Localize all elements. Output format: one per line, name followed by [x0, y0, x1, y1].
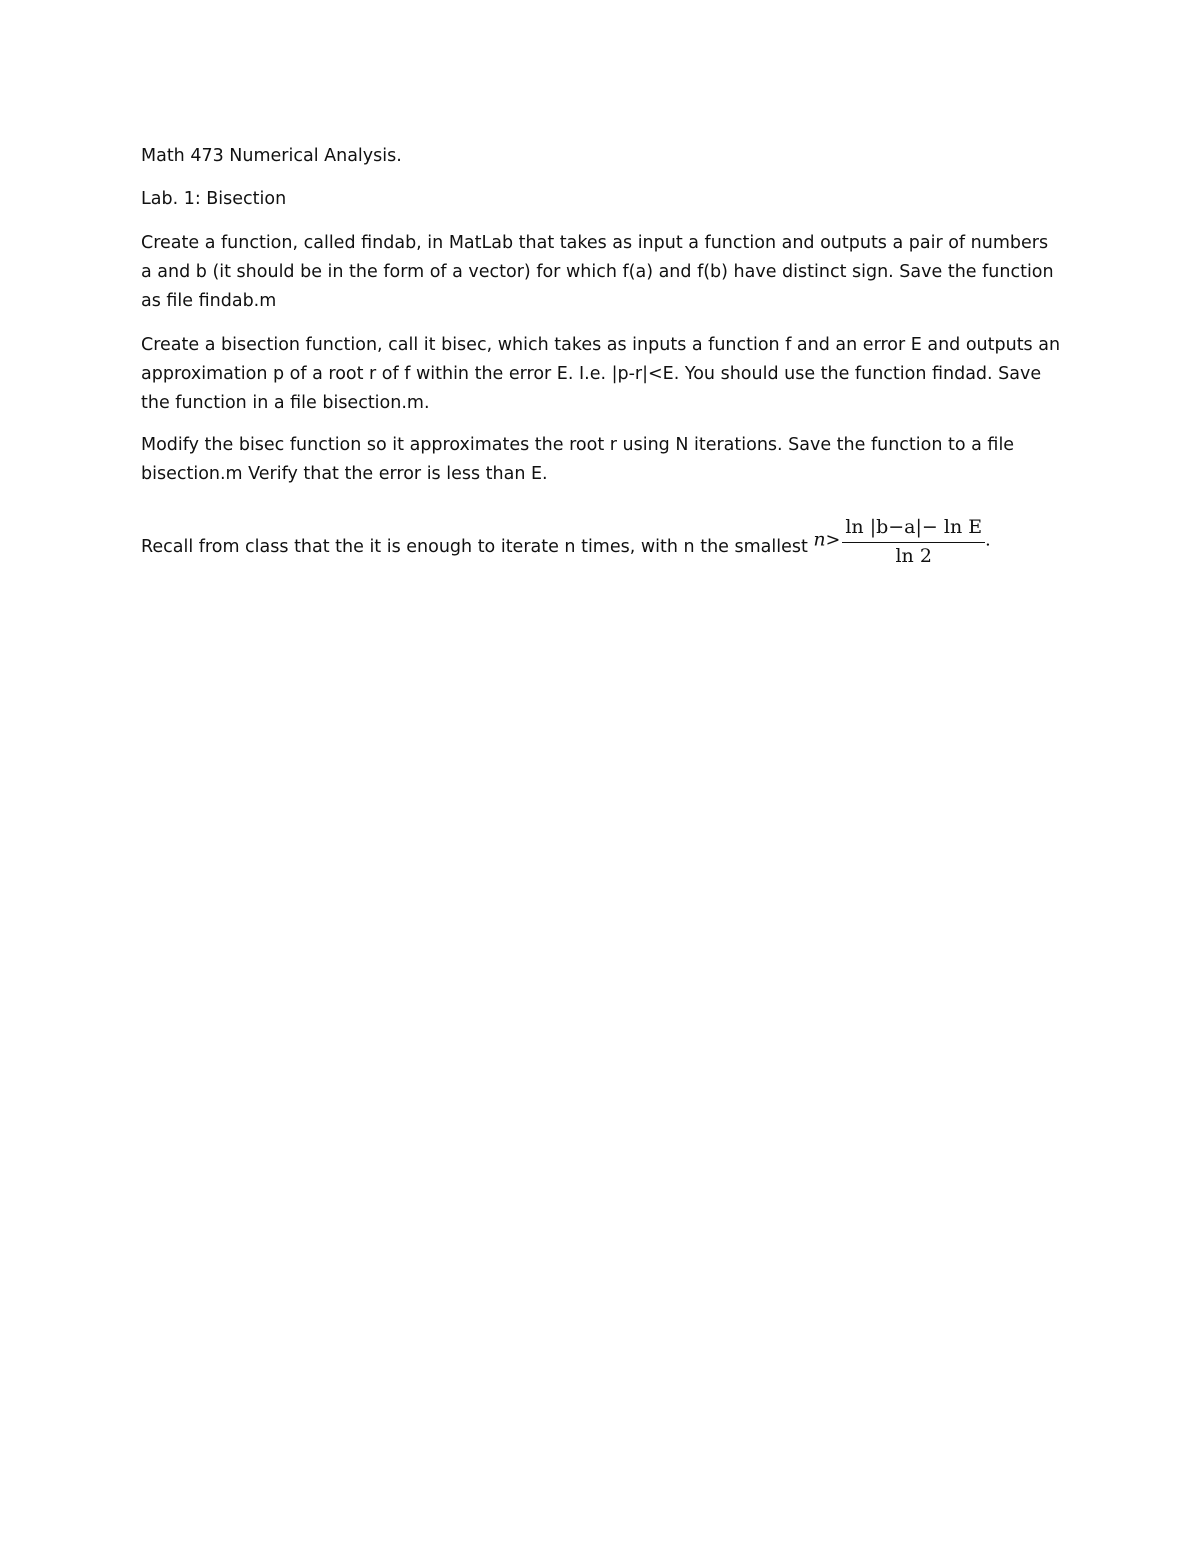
recall-text: Recall from class that the it is enough to iterate n times, with n the smallest	[141, 537, 814, 557]
formula-numerator: ln |b−a|− ln E	[842, 514, 985, 543]
paragraph-findab: Create a function, called findab, in MatLab that takes as input a function and outputs a pair of numbers a and b (it should be in the form of a vector) for which f(a) and f(b) have distinct sign. Save the function as file findab.m	[141, 233, 1054, 311]
paragraph-bisec: Create a bisection function, call it bisec, which takes as inputs a function f and an error E and outputs an approximation p of a root r of f within the error E. I.e. |p-r|<E. You should use the function findad. Save the function in a file bisection.m.	[141, 335, 1061, 413]
paragraph-modify: Modify the bisec function so it approximates the root r using N iterations. Save the function to a file bisection.m Verify that the error is less than E.	[141, 435, 1015, 484]
formula-denominator: ln 2	[895, 545, 932, 567]
lab-title: Lab. 1: Bisection	[141, 189, 287, 209]
formula-relation: >	[825, 530, 841, 551]
paragraph-recall	[141, 516, 1061, 574]
iteration-formula	[813, 514, 990, 568]
formula-fraction	[842, 514, 985, 568]
formula-variable: n	[813, 528, 826, 551]
document-title: Math 473 Numerical Analysis.	[141, 146, 402, 166]
formula-period: .	[985, 530, 991, 551]
